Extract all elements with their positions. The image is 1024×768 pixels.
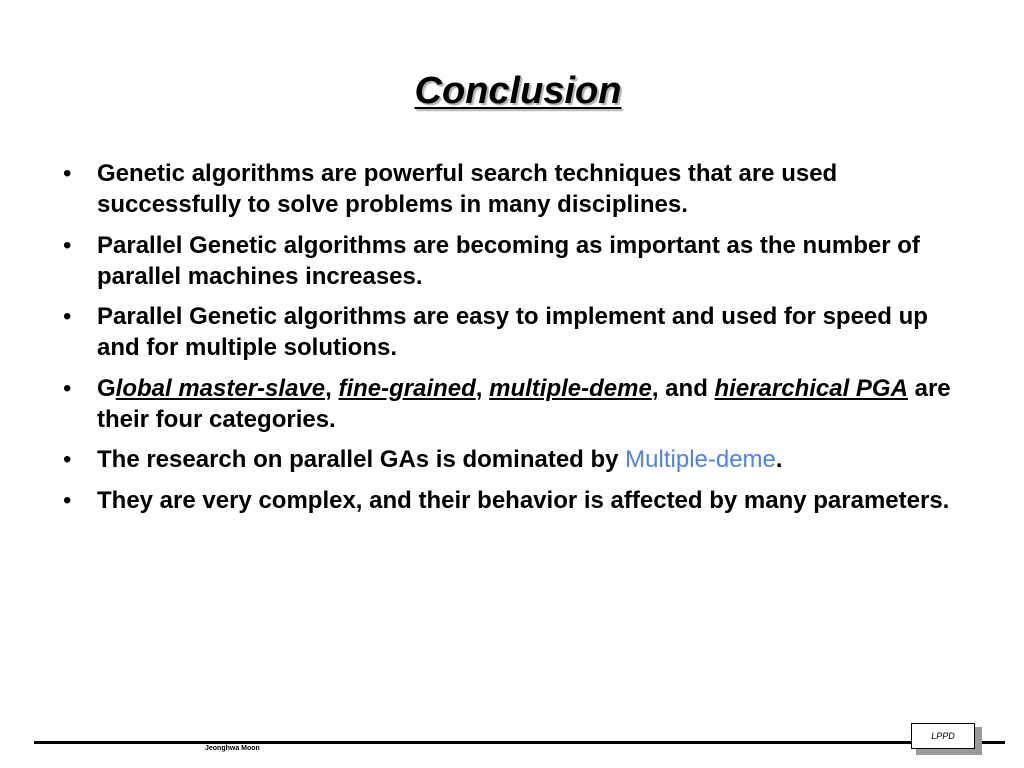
term-fine-grained: fine-grained	[338, 374, 476, 402]
bullet-text: Genetic algorithms are powerful search techniques that are used successfully to solve problems in many disciplines.	[97, 160, 838, 218]
bullet-text: They are very complex, and their behavior is affected by many parameters.	[97, 486, 950, 514]
term-global-master-slave: lobal master-slave	[115, 374, 326, 402]
bullet-text: Parallel Genetic algorithms are easy to implement and used for speed up and for multiple solutions.	[97, 303, 928, 361]
footer-author: Jeonghwa Moon	[205, 745, 260, 752]
bullet-tail: are their four categories.	[97, 374, 951, 433]
bullet-dot: •	[63, 303, 72, 330]
bullet-dot: •	[63, 231, 72, 259]
bullet-dot: •	[63, 374, 72, 402]
separator: , and	[651, 374, 715, 402]
bullet-item	[60, 230, 960, 292]
bullet-lead: G	[97, 374, 116, 402]
bullet-item	[60, 444, 960, 475]
bullet-item	[60, 485, 960, 516]
bullet-item	[60, 373, 960, 435]
separator: ,	[325, 374, 339, 402]
footer-logo-box: LPPD	[911, 723, 975, 749]
term-hierarchical-pga: hierarchical PGA	[714, 374, 908, 402]
bullet-dot: •	[63, 446, 72, 473]
bullet-item	[60, 158, 960, 220]
bullet-dot: •	[63, 486, 72, 514]
bullet-item	[60, 301, 960, 363]
bullet-text: Parallel Genetic algorithms are becoming as important as the number of parallel machines increases.	[97, 231, 920, 290]
bullet-prefix: The research on parallel GAs is dominated by	[97, 446, 626, 473]
highlight-multiple-deme: Multiple-deme	[625, 446, 776, 473]
bullet-suffix: .	[775, 446, 783, 473]
bullet-list	[60, 158, 960, 525]
bullet-dot: •	[63, 160, 72, 187]
slide-title: Conclusion	[414, 70, 622, 112]
term-multiple-deme: multiple-deme	[489, 374, 652, 402]
separator: ,	[475, 374, 490, 402]
footer-divider	[34, 741, 1005, 744]
